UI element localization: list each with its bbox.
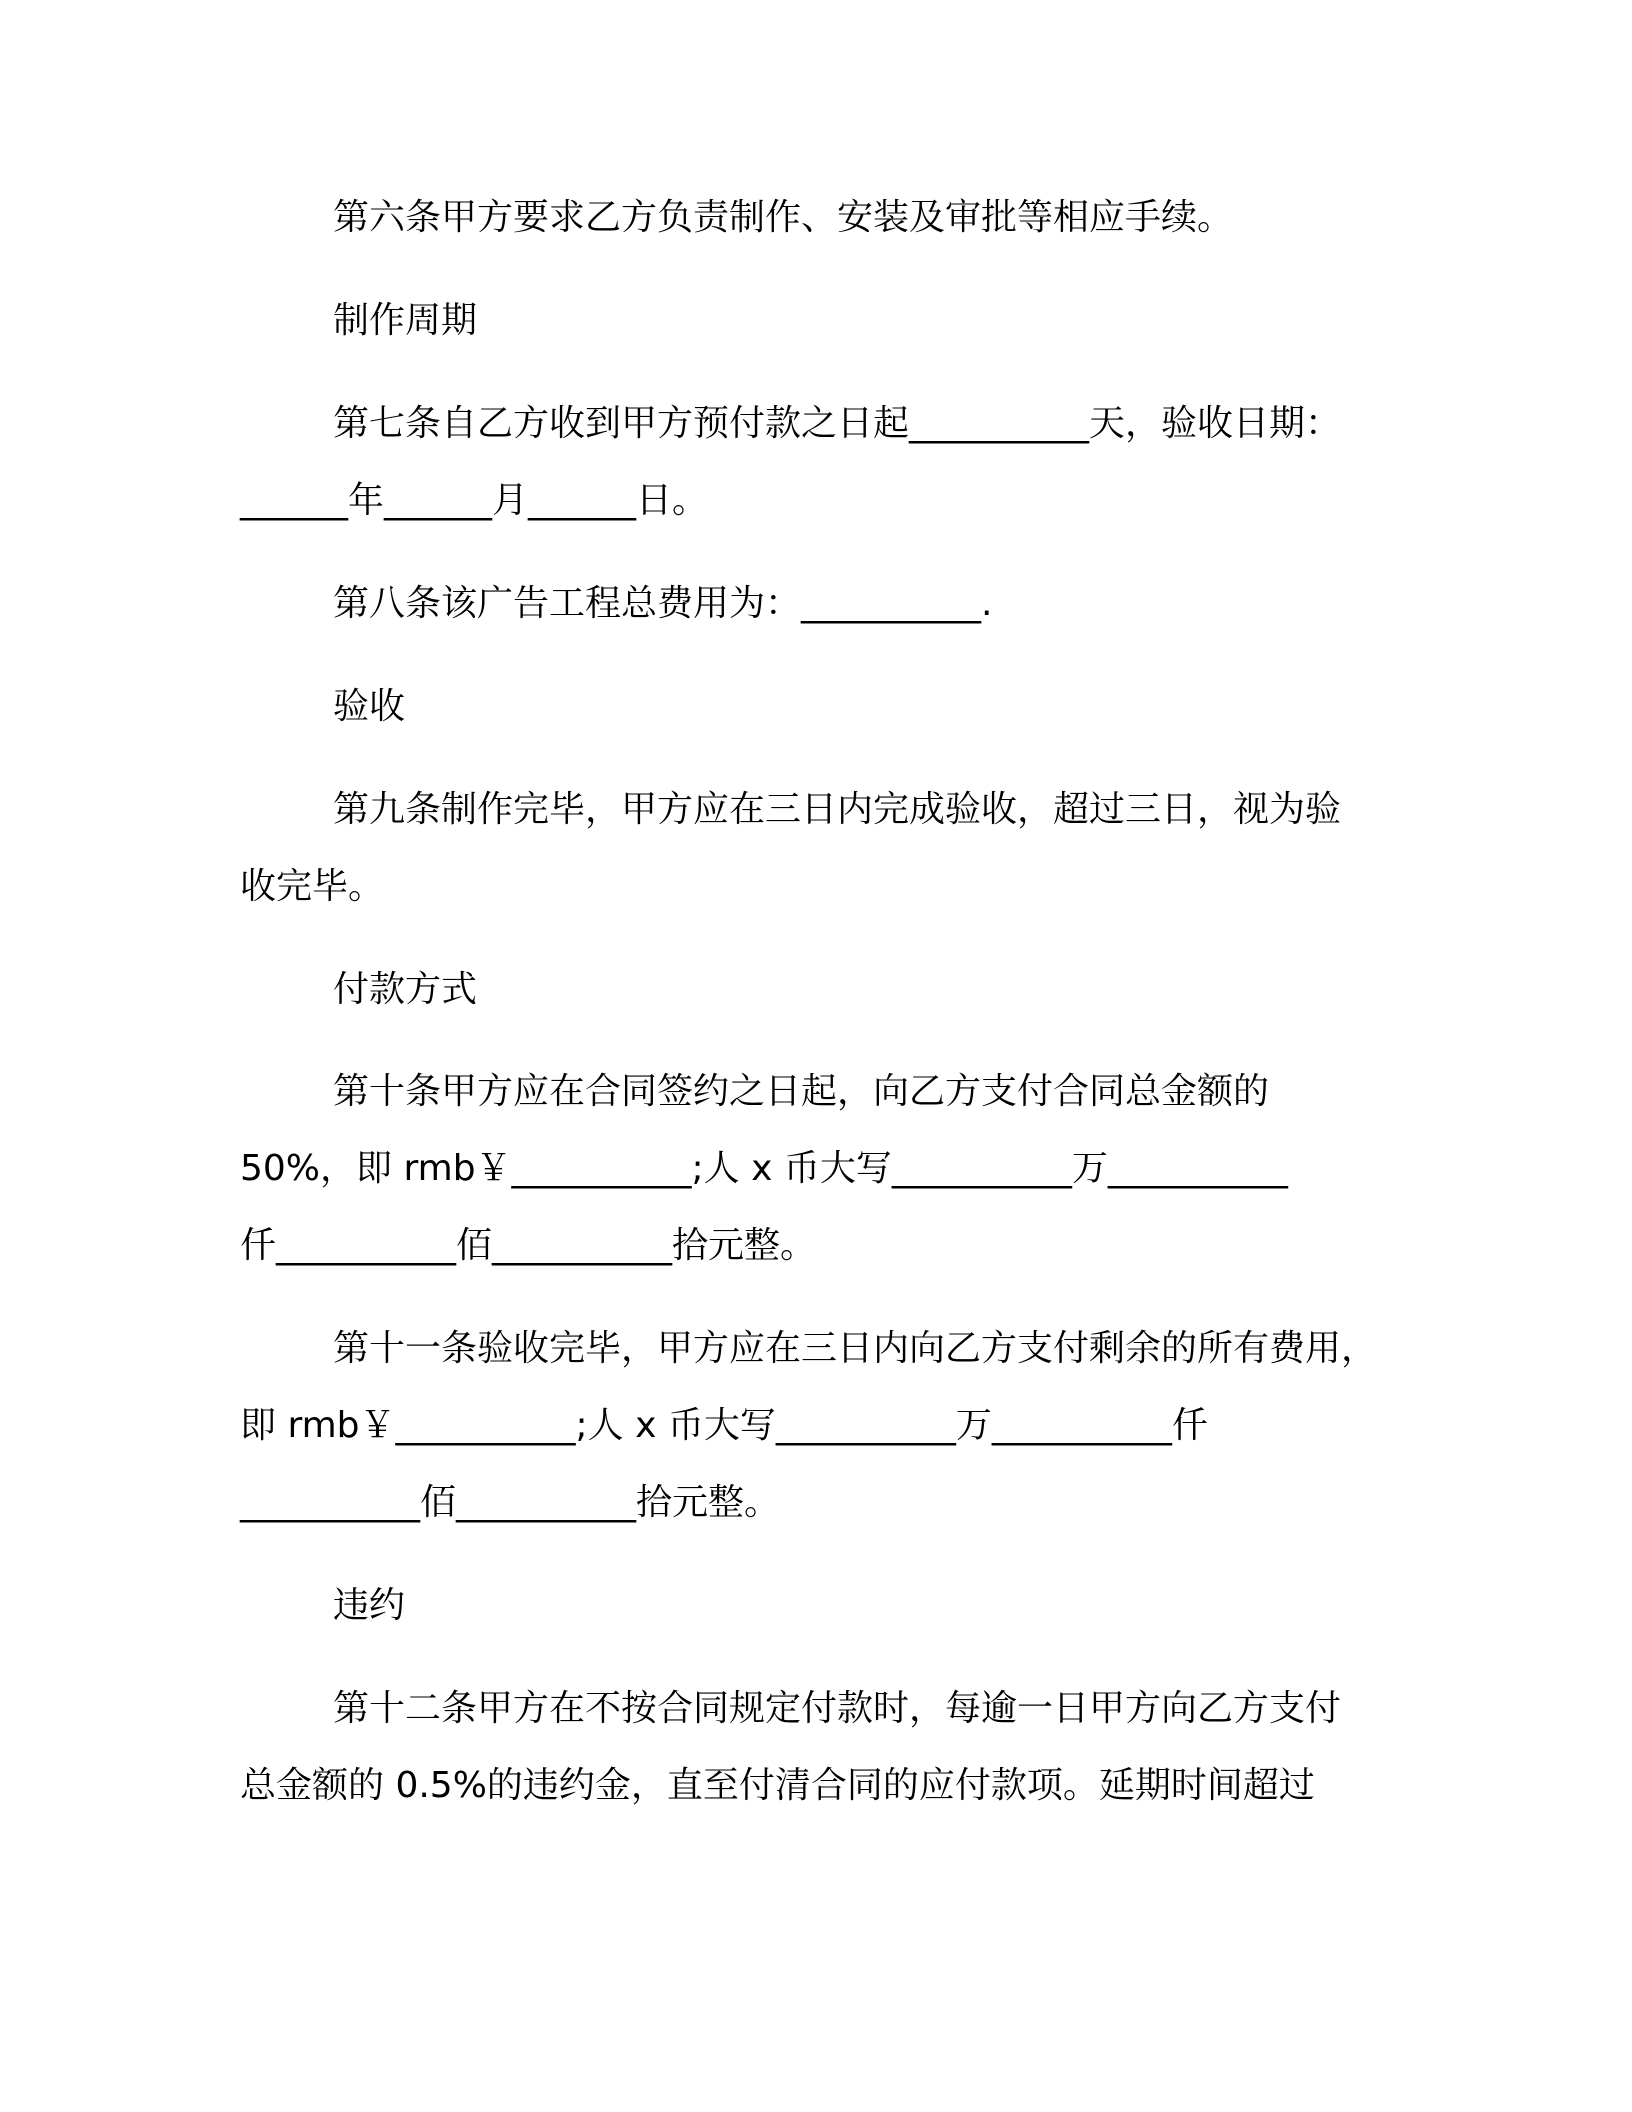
article-10-text-cont-1: 50%，即 rmb￥__________;人 x 币大写__________万__________ bbox=[240, 1148, 1288, 1189]
article-12-text-cont: 总金额的 0.5%的违约金，直至付清合同的应付款项。延期时间超过 bbox=[240, 1765, 1315, 1806]
section-heading-breach: 违约 bbox=[333, 1585, 406, 1626]
article-12-text: 第十二条甲方在不按合同规定付款时，每逾一日甲方向乙方支付 bbox=[333, 1688, 1342, 1729]
article-7-date-line: ______年______月______日。 bbox=[240, 480, 709, 521]
section-heading-production-period: 制作周期 bbox=[333, 300, 478, 341]
section-heading-payment-method: 付款方式 bbox=[333, 969, 478, 1010]
article-11-text: 第十一条验收完毕，甲方应在三日内向乙方支付剩余的所有费用， bbox=[333, 1328, 1378, 1369]
article-9-text-cont: 收完毕。 bbox=[240, 866, 385, 907]
article-9-text: 第九条制作完毕，甲方应在三日内完成验收，超过三日，视为验 bbox=[333, 789, 1342, 830]
article-8-text: 第八条该广告工程总费用为：__________. bbox=[333, 583, 993, 624]
article-10-text: 第十条甲方应在合同签约之日起，向乙方支付合同总金额的 bbox=[333, 1071, 1270, 1112]
article-11-text-cont-1: 即 rmb￥__________;人 x 币大写__________万__________仟 bbox=[240, 1405, 1208, 1446]
article-11-text-cont-2: __________佰__________拾元整。 bbox=[240, 1482, 781, 1523]
article-6-text: 第六条甲方要求乙方负责制作、安装及审批等相应手续。 bbox=[333, 197, 1234, 238]
section-heading-acceptance: 验收 bbox=[333, 686, 406, 727]
article-10-text-cont-2: 仟__________佰__________拾元整。 bbox=[240, 1225, 817, 1266]
article-7-text: 第七条自乙方收到甲方预付款之日起__________天，验收日期： bbox=[333, 403, 1342, 444]
